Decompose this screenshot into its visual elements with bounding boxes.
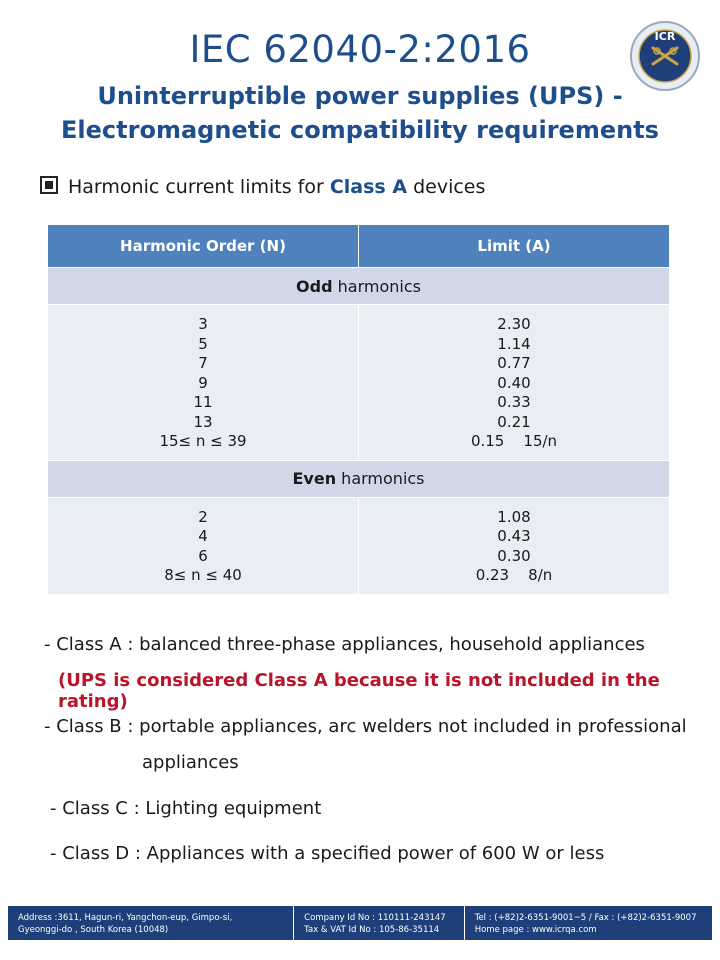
note-class-a: - Class A : balanced three-phase appliances, household appliances <box>44 634 645 655</box>
even-limit: 0.23 8/n <box>475 566 553 584</box>
note-class-b: - Class B : portable appliances, arc welders not included in professional <box>44 716 687 737</box>
odd-limit: 0.21 <box>497 412 531 431</box>
note-class-d: - Class D : Appliances with a specified power of 600 W or less <box>50 843 605 864</box>
icr-logo <box>629 20 701 92</box>
odd-order: 5 <box>198 334 208 353</box>
note-class-b-continued: appliances <box>142 752 239 773</box>
even-limit: 0.43 <box>497 527 531 545</box>
odd-limit: 0.40 <box>497 373 531 392</box>
odd-limit: 2.30 <box>497 315 531 333</box>
page-subtitle-line1: Uninterruptible power supplies (UPS) - <box>97 82 623 110</box>
even-limits-cell <box>359 497 670 594</box>
odd-order: 15≤ n ≤ 39 <box>159 432 247 450</box>
heading-class-label: Class A <box>329 176 408 198</box>
footer-company-ids: Company Id No : 110111-243147 Tax & VAT Id No : 105-86-35114 <box>294 906 465 940</box>
page-footer <box>8 906 712 940</box>
logo-text: ICR <box>654 30 676 43</box>
odd-order: 7 <box>198 354 208 372</box>
table-header-row <box>48 225 670 268</box>
odd-group-label: Odd harmonics <box>48 268 670 305</box>
heading-suffix: devices <box>407 176 486 198</box>
even-values-row <box>48 497 670 594</box>
even-group-label: Even harmonics <box>48 460 670 497</box>
heading-prefix: Harmonic current limits for <box>68 176 330 198</box>
page-subtitle-line2: Electromagnetic compatibility requirements <box>61 116 659 144</box>
page-title: IEC 62040-2:2016 <box>189 28 531 71</box>
odd-limits-cell <box>359 305 670 461</box>
odd-limit: 0.33 <box>497 393 531 411</box>
even-orders-cell <box>48 497 359 594</box>
odd-order: 11 <box>193 393 213 411</box>
even-order: 8≤ n ≤ 40 <box>164 566 242 584</box>
odd-order: 3 <box>198 315 208 333</box>
even-limit: 1.08 <box>497 507 531 526</box>
odd-limit: 0.77 <box>497 354 531 372</box>
header-harmonic-order: Harmonic Order (N) <box>48 225 359 268</box>
even-order: 6 <box>198 546 208 565</box>
odd-order: 9 <box>198 373 208 392</box>
odd-limit: 1.14 <box>497 334 531 353</box>
footer-address: Address :3611, Hagun-ri, Yangchon-eup, Gimpo-si, Gyeonggi-do , South Korea (10048) <box>8 906 294 940</box>
note-class-c: - Class C : Lighting equipment <box>50 798 322 819</box>
odd-order: 13 <box>193 412 213 431</box>
odd-values-row <box>48 305 670 461</box>
header-limit: Limit (A) <box>359 225 670 268</box>
note-class-a-ups: (UPS is considered Class A because it is not included in the rating) <box>58 670 660 712</box>
even-group-row <box>48 460 670 497</box>
square-bullet-icon <box>40 176 58 194</box>
section-heading <box>40 176 485 198</box>
even-limit: 0.30 <box>497 546 531 565</box>
odd-group-row <box>48 268 670 305</box>
odd-limit: 0.15 15/n <box>470 432 558 450</box>
even-order: 2 <box>198 507 208 526</box>
even-order: 4 <box>198 527 208 545</box>
footer-contact: Tel : (+82)2-6351-9001~5 / Fax : (+82)2-6351-9007 Home page : www.icrqa.com <box>474 913 697 935</box>
odd-orders-cell <box>48 305 359 461</box>
harmonic-limits-table <box>47 224 670 595</box>
